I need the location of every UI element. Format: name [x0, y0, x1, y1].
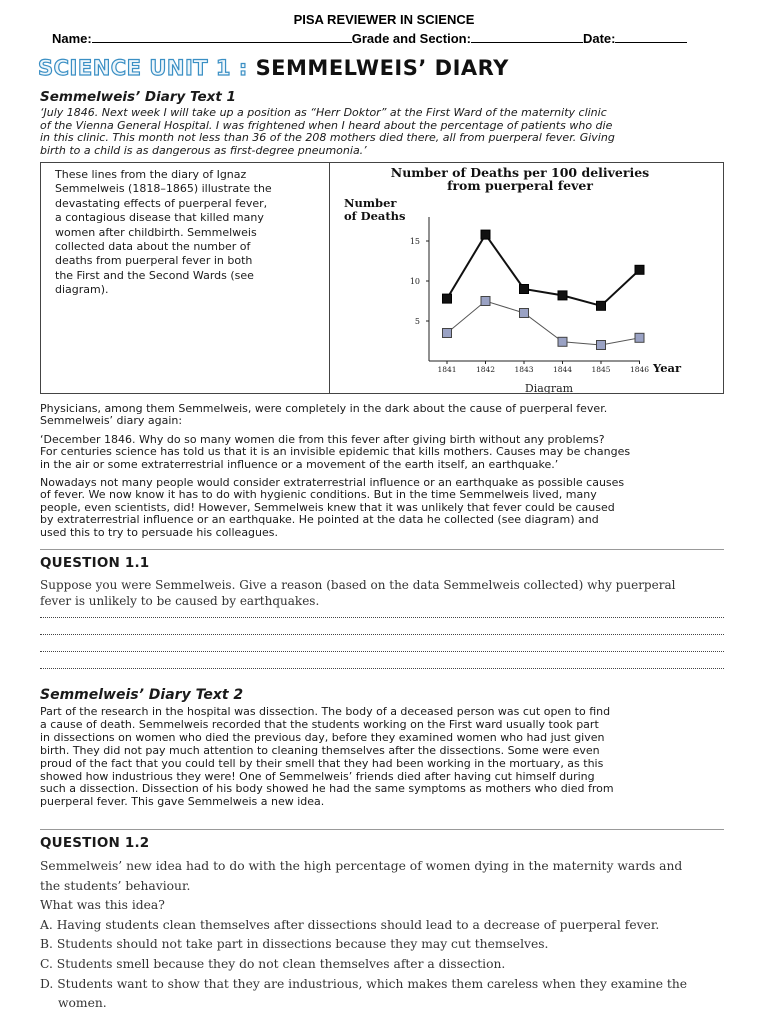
data-point — [481, 230, 490, 239]
intro-line: the First and the Second Wards (see — [55, 268, 254, 282]
y-tick-label: 15 — [409, 237, 420, 246]
option-c[interactable]: C. Students smell because they do not clean themselves after a dissection. — [40, 956, 506, 971]
prompt-line: Semmelweis’ new idea had to do with the high percentage of women dying in the maternity wards and — [40, 859, 683, 873]
data-point — [558, 291, 567, 300]
para-line: ‘December 1846. Why do so many women die from this fever after giving birth without any problems? — [40, 433, 605, 446]
x-tick-label: 1845 — [591, 365, 611, 374]
x-tick-label: 1842 — [475, 365, 496, 374]
para-december — [40, 434, 630, 471]
question-1-1-prompt — [40, 577, 675, 609]
unit-title — [38, 56, 509, 80]
data-point — [597, 301, 606, 310]
para-physicians — [40, 403, 607, 428]
text2-line: birth. They did not pay much attention to cleaning themselves after the dissections. Some were even — [40, 743, 600, 757]
intro-line: Semmelweis (1818–1865) illustrate the — [55, 182, 272, 196]
chart-title-line-2: from puerperal fever — [447, 178, 593, 193]
data-point — [520, 285, 529, 294]
date-field[interactable] — [615, 31, 687, 43]
text2-line: puerperal fever. This gave Semmelweis a new idea. — [40, 795, 325, 809]
answer-line[interactable] — [40, 651, 724, 652]
text1-line: birth to a child is as dangerous as first-degree pneumonia.’ — [40, 143, 367, 157]
chart-caption: Diagram — [524, 382, 574, 393]
series-line — [447, 301, 640, 345]
y-axis-label-line-1: Number — [344, 196, 397, 210]
page-title: PISA REVIEWER IN SCIENCE — [293, 12, 475, 27]
series-line — [447, 235, 640, 306]
intro-text — [55, 168, 317, 298]
section-divider — [40, 829, 724, 830]
text2-line: proud of the fact that you could tell by their smell that they had been working in the mortuary, as this — [40, 756, 604, 770]
data-point — [481, 297, 490, 306]
deaths-chart — [330, 163, 723, 393]
prompt-line: Suppose you were Semmelweis. Give a reason (based on the data Semmelweis collected) why puerperal — [40, 578, 676, 592]
question-1-2-heading: QUESTION 1.2 — [40, 835, 150, 851]
option-a[interactable]: A. Having students clean themselves after dissections should lead to a decrease of puerperal fever. — [40, 917, 660, 932]
unit-prefix: SCIENCE UNIT 1 : — [38, 56, 248, 80]
name-label: Name: — [52, 31, 92, 46]
x-tick-label: 1841 — [437, 365, 457, 374]
data-point — [635, 265, 644, 274]
intro-line: deaths from puerperal fever in both — [55, 254, 253, 268]
para-line: used this to try to persuade his colleagues. — [40, 525, 279, 539]
data-point — [558, 337, 567, 346]
y-axis-label-line-2: of Deaths — [344, 209, 406, 223]
prompt-line: What was this idea? — [40, 898, 165, 913]
prompt-line: the students’ behaviour. — [40, 878, 191, 893]
text2-line: in dissections on women who died the previous day, before they examined women who had just given — [40, 730, 605, 744]
prompt-line: fever is unlikely to be caused by earthquakes. — [40, 594, 320, 608]
grade-field[interactable] — [471, 31, 583, 43]
question-1-1-heading: QUESTION 1.1 — [40, 555, 150, 571]
x-axis-label: Year — [653, 361, 682, 375]
intro-line: These lines from the diary of Ignaz — [55, 168, 247, 181]
name-field[interactable] — [92, 31, 352, 43]
section-divider — [40, 549, 724, 550]
text1-body — [40, 107, 615, 157]
option-d-continued: women. — [58, 996, 107, 1011]
chart-title-line-1: Number of Deaths per 100 deliveries — [390, 165, 650, 180]
data-point — [443, 329, 452, 338]
answer-line[interactable] — [40, 617, 724, 618]
data-point — [520, 309, 529, 318]
text2-line: showed how industrious they were! One of Semmelweis’ friends died after having cut himself during — [40, 769, 595, 783]
para-line: by extraterrestrial influence or an earthquake. He pointed at the data he collected (see diagram) and — [40, 513, 599, 527]
para-line: For centuries science has told us that it is an invisible epidemic that kills mothers. Causes may be changes — [40, 445, 631, 459]
answer-line[interactable] — [40, 668, 724, 669]
text2-line: such a dissection. Dissection of his body showed he had the same symptoms as mothers who died from — [40, 782, 614, 796]
text1-heading: Semmelweis’ Diary Text 1 — [40, 89, 236, 105]
text2-heading: Semmelweis’ Diary Text 2 — [40, 687, 244, 703]
para-line: Physicians, among them Semmelweis, were completely in the dark about the cause of puerperal fever. — [40, 402, 608, 415]
para-line: people, even scientists, did! However, Semmelweis knew that it was unlikely that fever could be caused — [40, 500, 615, 514]
intro-line: devastating effects of puerperal fever, — [55, 196, 268, 210]
x-tick-label: 1846 — [629, 365, 650, 374]
para-line: of fever. We now know it has to do with hygienic conditions. But in the time Semmelweis lived, many — [40, 488, 597, 502]
para-line: in the air or some extraterrestrial influence or a movement of the earth itself, an earthquake.’ — [40, 457, 559, 471]
text1-line: ‘July 1846. Next week I will take up a position as “Herr Doktor” at the First Ward of the maternity clinic — [40, 106, 607, 119]
date-label: Date: — [582, 31, 616, 46]
student-info-row — [52, 31, 687, 46]
para-line: Nowadays not many people would consider extraterrestrial influence or an earthquake as possible causes — [40, 476, 625, 489]
answer-line[interactable] — [40, 634, 724, 635]
text1-line: in this clinic. This month not less than 36 of the 208 mothers died there, all from puerperal fever. Giving — [40, 131, 615, 144]
text2-body — [40, 706, 614, 809]
intro-line: women after childbirth. Semmelweis — [55, 225, 257, 239]
data-point — [635, 333, 644, 342]
y-tick-label: 10 — [409, 277, 420, 286]
para-line: Semmelweis’ diary again: — [40, 414, 183, 428]
unit-name: SEMMELWEIS’ DIARY — [255, 56, 509, 80]
question-1-2-body — [40, 857, 687, 1014]
x-tick-label: 1843 — [514, 365, 534, 374]
text1-line: of the Vienna General Hospital. I was frightened when I heard about the percentage of patients who die — [40, 118, 613, 132]
text2-line: a cause of death. Semmelweis recorded that the students working on the First ward usually took part — [40, 717, 599, 731]
intro-line: diagram). — [55, 283, 109, 297]
intro-line: a contagious disease that killed many — [55, 211, 264, 225]
text2-line: Part of the research in the hospital was dissection. The body of a deceased person was cut open to find — [40, 705, 611, 718]
grade-label: Grade and Section: — [351, 31, 471, 46]
option-b[interactable]: B. Students should not take part in dissections because they may cut themselves. — [40, 937, 549, 952]
option-d[interactable]: D. Students want to show that they are industrious, which makes them careless when they examine the — [40, 976, 688, 991]
x-tick-label: 1844 — [552, 365, 573, 374]
data-point — [597, 341, 606, 350]
y-tick-label: 5 — [414, 317, 420, 326]
data-point — [443, 294, 452, 303]
intro-line: collected data about the number of — [55, 240, 251, 254]
para-nowadays — [40, 477, 624, 539]
